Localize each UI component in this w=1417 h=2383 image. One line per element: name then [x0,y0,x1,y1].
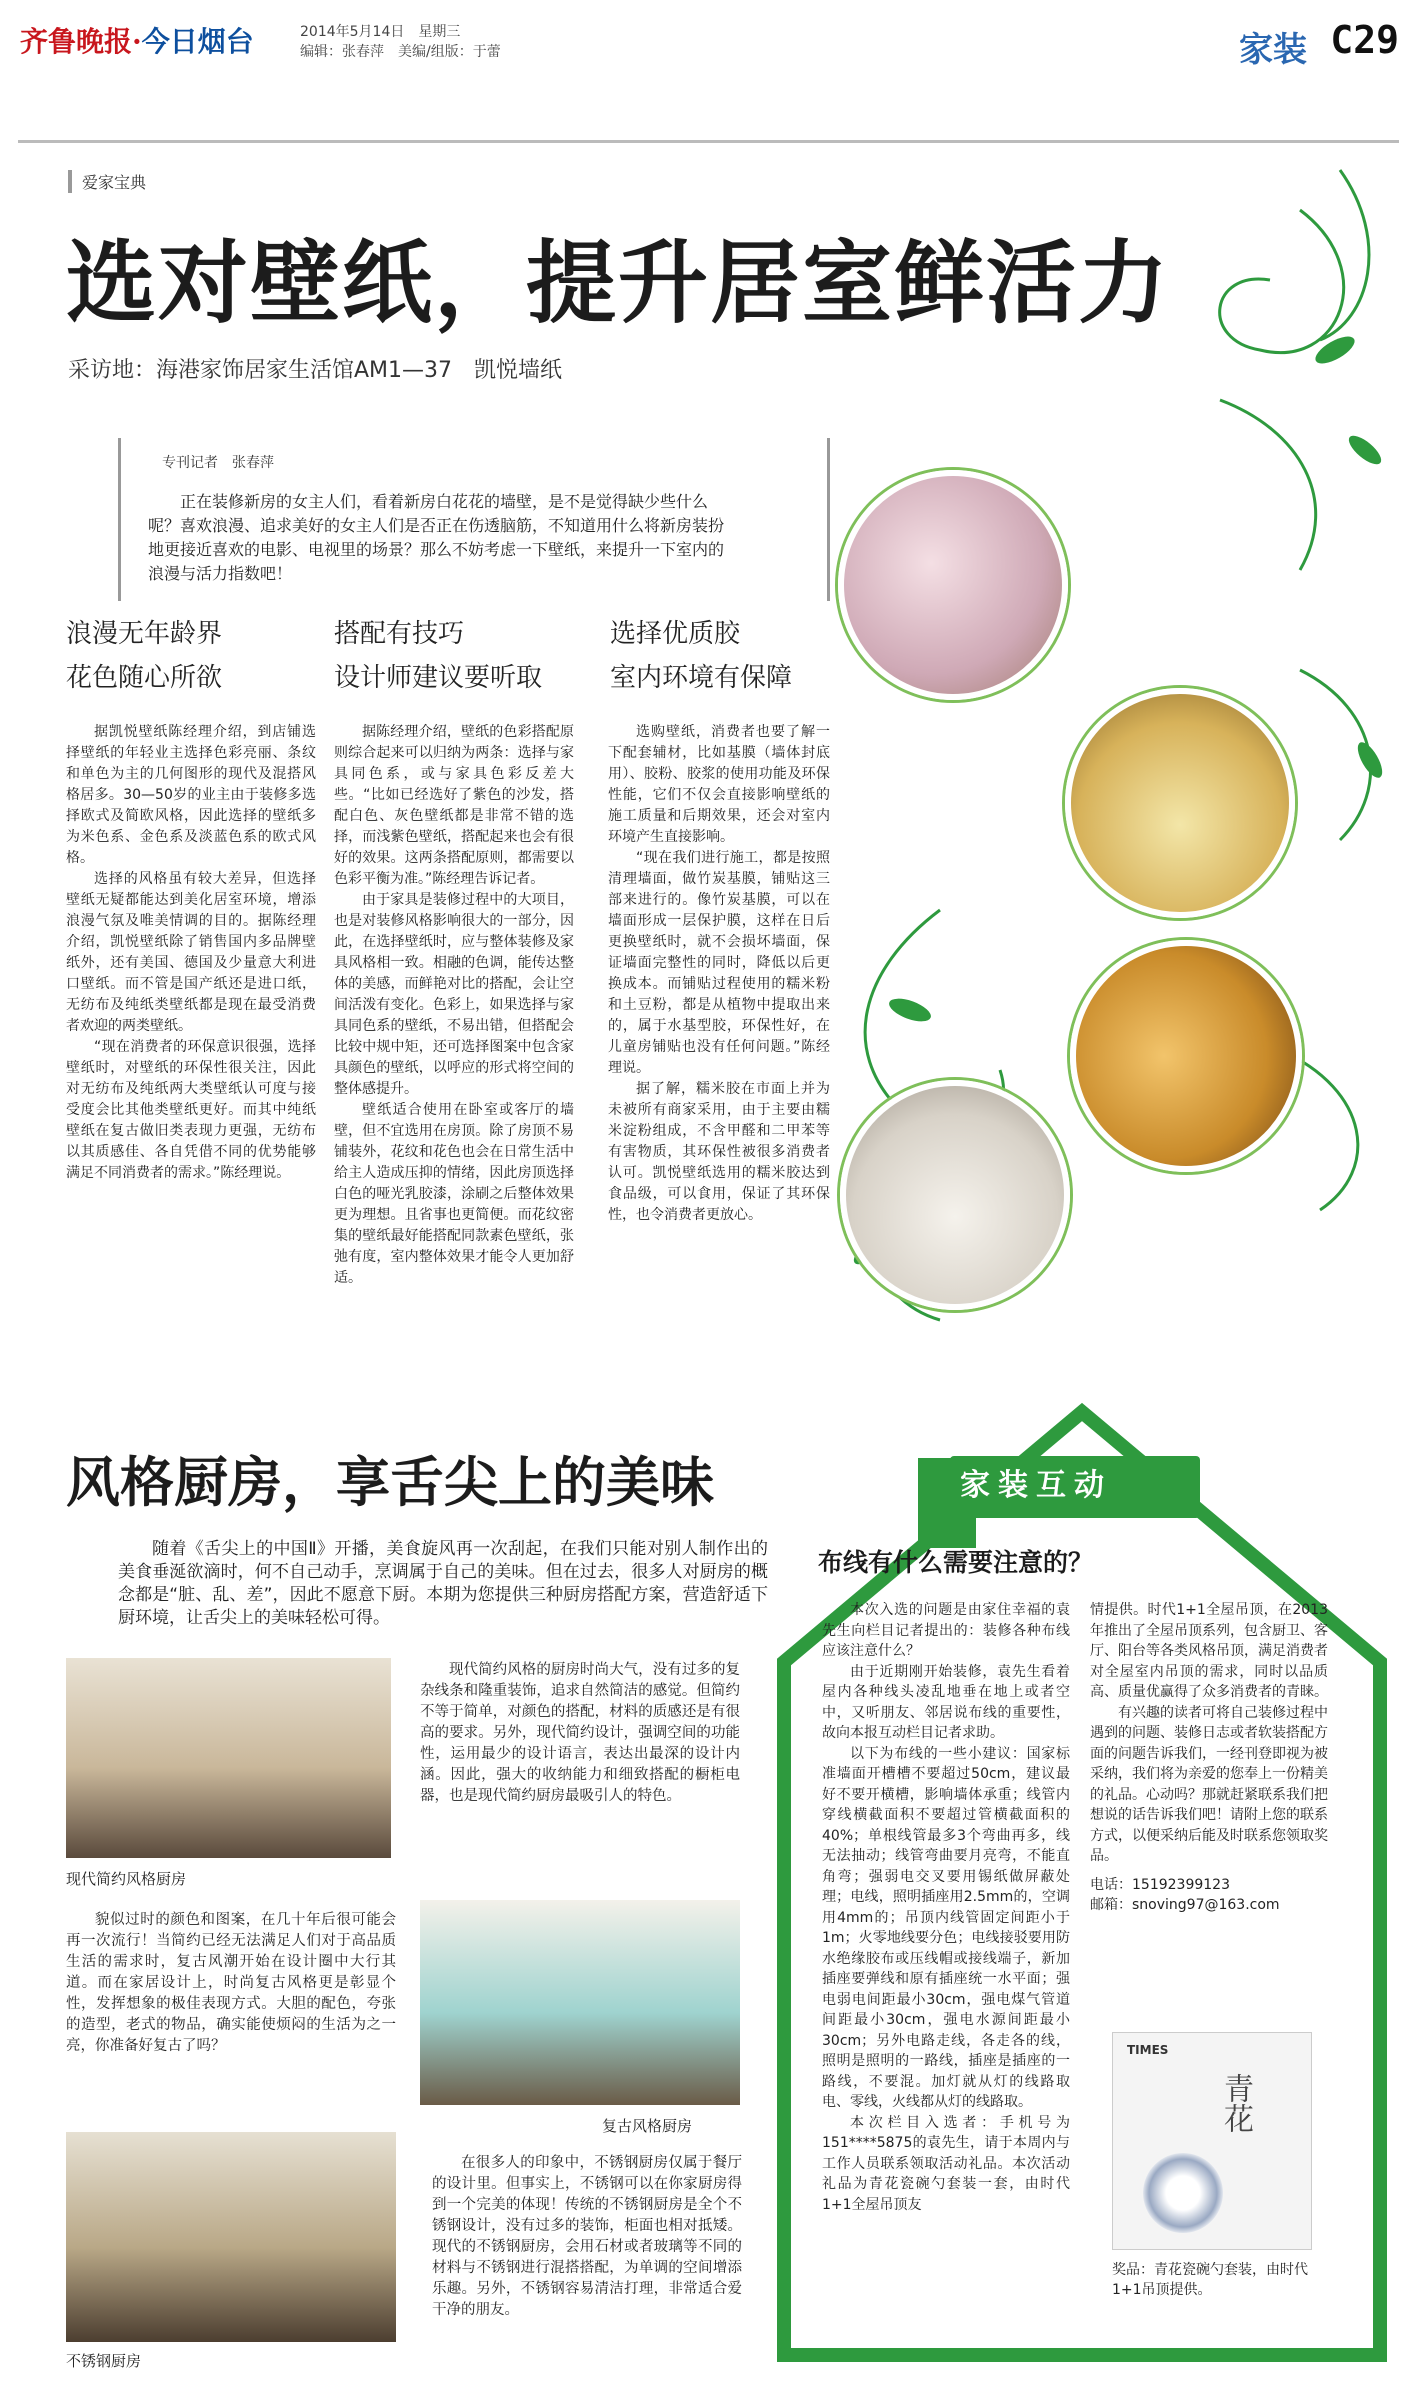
subhead-1b: 花色随心所欲 [66,663,223,693]
wallpaper-photo-floral [838,470,1068,700]
subhead-3a: 选择优质胶 [610,619,741,649]
subhead-1a: 浪漫无年龄界 [66,619,223,649]
caption-retro: 复古风格厨房 [602,2117,693,2135]
paragraph: 据凯悦壁纸陈经理介绍，到店铺选择壁纸的年轻业主选择色彩亮丽、条纹和单色为主的几何图形的现代及混搭风格居多。30—50岁的业主由于装修多选择欧式及简欧风格，因此选择的壁纸多为米色系、金色系及淡蓝色系的欧式风格。 [66,724,316,866]
byline: 专刊记者 张春萍 [162,455,274,471]
editor-credit: 编辑：张春萍 美编/组版：于蕾 [300,44,501,60]
section-adhesive [610,612,840,700]
column-2-body [334,722,574,1289]
section-matching [334,612,574,700]
prize-title: 青花 [1218,2073,1253,2133]
contact-email: 邮箱：snoving97@163.com [1090,1897,1280,1913]
question-title: 布线有什么需要注意的？ [818,1548,1094,1577]
paragraph: 有兴趣的读者可将自己装修过程中遇到的问题、装修日志或者软装搭配方面的问题告诉我们，一经刊登即视为被采纳，我们将为亲爱的您奉上一份精美的礼品。心动吗？那就赶紧联系我们把想说的话告诉我们吧！请附上您的联系方式，以便采纳后能及时联系您领取奖品。 [1090,1704,1328,1864]
paragraph: 选择的风格虽有较大差异，但选择壁纸无疑都能达到美化居室环境，增添浪漫气氛及唯美情调的目的。据陈经理介绍，凯悦壁纸除了销售国内多品牌壁纸外，还有美国、德国及少量意大利进口壁纸。而不管是国产纸还是进口纸，无纺布及纯纸类壁纸都是现在最受消费者欢迎的两类壁纸。 [66,871,316,1034]
subhead-2a: 搭配有技巧 [334,619,465,649]
paragraph: 情提供。时代1+1全屋吊顶，在2013年推出了全屋吊顶系列，包含厨卫、客厅、阳台等各类风格吊顶，满足消费者对全屋室内吊顶的需求，同时以品质高、质量优赢得了众多消费者的青睐。 [1090,1602,1328,1700]
interview-venue: 采访地：海港家饰居家生活馆AM1—37 凯悦墙纸 [68,358,563,383]
prize-brand: TIMES [1127,2043,1169,2057]
paragraph: 据了解，糯米胶在市面上并为未被所有商家采用，由于主要由糯米淀粉组成，不含甲醛和二甲苯等有害物质，其环保性被很多消费者认可。凯悦壁纸选用的糯米胶达到食品级，可以食用，保证了其环保性，也令消费者更放心。 [608,1081,830,1223]
paragraph: 由于家具是装修过程中的大项目，也是对装修风格影响很大的一部分，因此，在选择壁纸时，应与整体装修及家具风格相一致。相融的色调，能传达整体的美感，而鲜艳对比的搭配，会让空间活泼有变化。色彩上，如果选择与家具同色系的壁纸，不易出错，但搭配会比较中规中矩，还可选择图案中包含家具颜色的壁纸，以呼应的形式将空间的整体感提升。 [334,892,574,1097]
paragraph: 选购壁纸，消费者也要了解一下配套辅材，比如基膜（墙体封底用）、胶粉、胶浆的使用功能及环保性能，它们不仅会直接影响壁纸的施工质量和后期效果，还会对室内环境产生直接影响。 [608,724,830,845]
wallpaper-photo-bedroom [840,1080,1070,1310]
kitchen-lead: 随着《舌尖上的中国Ⅱ》开播，美食旋风再一次刮起，在我们只能对别人制作出的美食垂涎欲滴时，何不自己动手，烹调属于自己的美味。但在过去，很多人对厨房的概念都是“脏、乱、差”，因此不愿意下厨。本期为您提供三种厨房搭配方案，营造舒适下厨环境，让舌尖上的美味轻松可得。 [118,1539,768,1628]
paragraph: 据陈经理介绍，壁纸的色彩搭配原则综合起来可以归纳为两条：选择与家具同色系，或与家具色彩反差大些。“比如已经选好了紫色的沙发，搭配白色、灰色壁纸都是非常不错的选择，而浅紫色壁纸，搭配起来也会有很好的效果。这两条搭配原则，都需要以色彩平衡为准。”陈经理告诉记者。 [334,724,574,887]
issue-meta [300,22,501,62]
paragraph: 壁纸适合使用在卧室或客厅的墙壁，但不宜选用在房顶。除了房顶不易铺装外，花纹和花色也会在日常生活中给主人造成压抑的情绪，因此房顶选择白色的哑光乳胶漆，涂刷之后整体效果更为理想。且省事也更简便。而花纹密集的壁纸最好能搭配同款素色壁纸，张弛有度，室内整体效果才能令人更加舒适。 [334,1102,574,1286]
kitchen-photo-modern [66,1658,391,1858]
porcelain-pattern [1143,2153,1223,2233]
contact-phone: 电话：15192399123 [1090,1876,1230,1893]
paragraph: 由于近期刚开始装修，袁先生看着屋内各种线头凌乱地垂在地上或者空中，又听朋友、邻居说布线的重要性，故向本报互动栏目记者求助。 [822,1663,1070,1741]
section-name: 家装 [1239,30,1307,70]
text-modern: 现代简约风格的厨房时尚大气，没有过多的复杂线条和隆重装饰，追求自然简洁的感觉。但简约不等于简单，对颜色的搭配，材料的质感还是有很高的要求。另外，现代简约设计，强调空间的功能性，运用最少的设计语言，表达出最深的设计内涵。因此，强大的收纳能力和细致搭配的橱柜电器，也是现代简约厨房最吸引人的特色。 [420,1662,740,1804]
paragraph: 以下为布线的一些小建议：国家标准墙面开槽槽不要超过50cm，建议最好不要开横槽，影响墙体承重；线管内穿线横截面积不要超过管横截面积的40%；单根线管最多3个弯曲再多，线无法抽动；线管弯曲要月亮弯，不能直角弯；强弱电交叉要用锡纸做屏蔽处理；电线，照明插座用2.5mm的，空调用4mm的；吊顶内线管固定间距小于1m；火零地线要分色；电线接驳要用防水绝缘胶布或压线帽或接线端子，新加插座要弹线和原有插座统一水平面；强电弱电间距最小30cm，强电煤气管道间距最小30cm，强电水源间距最小30cm；另外电路走线，各走各的线，照明是照明的一路线，插座是插座的一路线，不要混。加灯就从灯的线路取电、零线，火线都从灯的线路取。 [822,1745,1070,2110]
interaction-banner: 家装互动 [960,1468,1112,1503]
column-3-body [608,722,830,1226]
paragraph: 本次入选的问题是由家住幸福的袁先生向栏目记者提出的：装修各种布线应该注意什么？ [822,1602,1070,1659]
subhead-3b: 室内环境有保障 [610,663,793,693]
paragraph: “现在我们进行施工，都是按照清理墙面，做竹炭基膜，铺贴这三部来进行的。像竹炭基膜，可以在墙面形成一层保护膜，这样在日后更换壁纸时，就不会损坏墙面，保证墙面完整性的同时，降低以后更换成本。而铺贴过程使用的糯米粉和土豆粉，都是从植物中提取出来的，属于水基型胶，环保性好，在儿童房铺贴也没有任何问题。”陈经理说。 [608,850,830,1076]
column-tag: 爱家宝典 [68,170,146,193]
intro-paragraph: 正在装修新房的女主人们，看着新房白花花的墙壁，是不是觉得缺少些什么呢？喜欢浪漫、追求美好的女主人们是否正在伤透脑筋，不知道用什么将新房装扮地更接近喜欢的电影、电视里的场景？那么不妨考虑一下壁纸，来提升一下室内的浪漫与活力指数吧！ [148,492,725,583]
interaction-column-2 [1090,1600,1328,1916]
kitchen-photo-steel [66,2132,396,2342]
wallpaper-photo-mural [1070,940,1302,1172]
interaction-column-1 [822,1600,1070,2215]
wallpaper-photo-gold [1065,688,1295,918]
kitchen-headline: 风格厨房，享舌尖上的美味 [66,1451,714,1514]
kitchen-photo-retro [420,1900,740,2105]
prize-caption: 奖品：青花瓷碗勺套装，由时代1+1吊顶提供。 [1112,2262,1308,2298]
masthead [20,20,254,60]
subhead-2b: 设计师建议要听取 [334,663,543,693]
column-1-body [66,722,316,1184]
masthead-separator: · [132,25,142,58]
headline: 选对壁纸，提升居室鲜活力 [66,231,1170,336]
caption-modern: 现代简约风格厨房 [66,1870,187,1888]
caption-steel: 不锈钢厨房 [66,2352,142,2370]
paragraph: 本次栏目入选者：手机号为151****5875的袁先生，请于本周内与工作人员联系领取活动礼品。本次活动礼品为青花瓷碗勺套装一套，由时代1+1全屋吊顶友 [822,2114,1070,2213]
paragraph: “现在消费者的环保意识很强，选择壁纸时，对壁纸的环保性很关注，因此对无纺布及纯纸两大类壁纸认可度与接受度会比其他类壁纸更好。而其中纯纸壁纸在复古做旧类表现力更强，无纺布以其质感佳、各自凭借不同的优势能够满足不同消费者的需求。”陈经理说。 [66,1039,316,1181]
issue-date: 2014年5月14日 星期三 [300,24,461,40]
edition-name: 今日烟台 [141,25,254,58]
text-steel: 在很多人的印象中，不锈钢厨房仅属于餐厅的设计里。但事实上，不锈钢可以在你家厨房得到一个完美的体现！传统的不锈钢厨房是全个不锈钢设计，没有过多的装饰，柜面也相对抵矮。现代的不锈钢厨房，会用石材或者玻璃等不同的材料与不锈钢进行混搭搭配，为单调的空间增添乐趣。另外，不锈钢容易清洁打理，非常适合爱干净的朋友。 [432,2155,742,2318]
text-retro: 貌似过时的颜色和图案，在几十年后很可能会再一次流行！当简约已经无法满足人们对于高品质生活的需求时，复古风潮开始在设计圈中大行其道。而在家居设计上，时尚复古风格更是彰显个性，发挥想象的极佳表现方式。大胆的配色，夸张的造型，老式的物品，确实能使烦闷的生活为之一亮，你准备好复古了吗？ [66,1912,396,2054]
prize-box-image [1112,2032,1312,2250]
page-number: C29 [1330,18,1399,62]
paper-name: 齐鲁晚报 [20,25,133,58]
section-romance [66,612,316,700]
header-rule [18,140,1399,143]
